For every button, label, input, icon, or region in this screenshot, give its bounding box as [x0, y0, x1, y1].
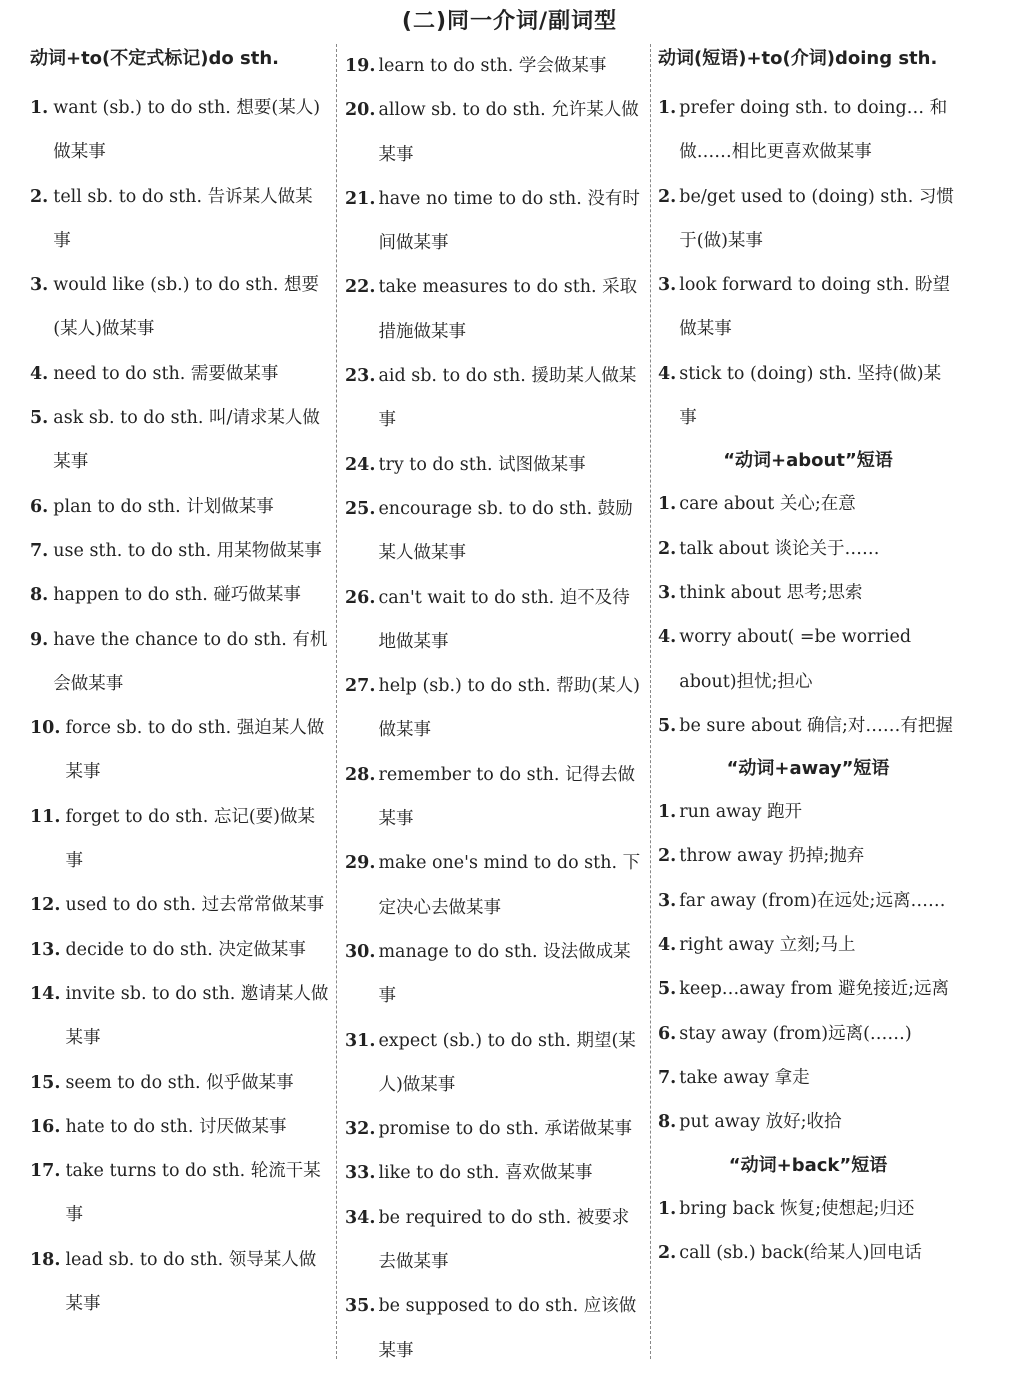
- list-item: [30, 529, 330, 573]
- item-text: try to do sth. 试图做某事: [378, 454, 586, 475]
- list-item: [345, 487, 643, 576]
- item-text: far away (from)在远处;远离……: [679, 890, 946, 911]
- item-number: 2.: [658, 186, 677, 207]
- item-number: 1.: [658, 1198, 677, 1219]
- item-text: care about 关心;在意: [679, 494, 856, 515]
- item-number: 4.: [658, 935, 677, 956]
- list-item: [658, 1056, 958, 1100]
- item-text: throw away 扔掉;抛弃: [679, 846, 865, 867]
- item-text: plan to do sth. 计划做某事: [53, 496, 274, 517]
- item-number: 5.: [658, 979, 677, 1000]
- list-item: [345, 1107, 643, 1151]
- item-text: remember to do sth. 记得去做某事: [378, 764, 636, 830]
- item-number: 4.: [658, 363, 677, 384]
- item-text: tell sb. to do sth. 告诉某人做某事: [53, 186, 313, 251]
- item-text: learn to do sth. 学会做某事: [378, 56, 607, 76]
- item-text: make one's mind to do sth. 下定决心去做某事: [378, 853, 641, 918]
- item-number: 35.: [345, 1296, 376, 1317]
- item-text: hate to do sth. 讨厌做某事: [65, 1116, 287, 1137]
- item-number: 4.: [658, 627, 677, 648]
- item-number: 2.: [658, 846, 677, 867]
- list-item: [345, 1019, 643, 1108]
- item-number: 2.: [658, 1242, 677, 1263]
- item-number: 7.: [658, 1067, 677, 1088]
- item-number: 5.: [658, 715, 677, 736]
- item-text: need to do sth. 需要做某事: [53, 363, 279, 384]
- item-text: expect (sb.) to do sth. 期望(某人)做某事: [378, 1030, 636, 1095]
- item-number: 33.: [345, 1163, 376, 1184]
- item-text: encourage sb. to do sth. 鼓励某人做某事: [378, 498, 633, 564]
- item-number: 17.: [30, 1161, 61, 1182]
- list-item: [658, 1187, 958, 1231]
- item-number: 3.: [658, 890, 677, 911]
- item-text: want (sb.) to do sth. 想要(某人)做某事: [53, 98, 321, 163]
- item-number: 4.: [30, 363, 49, 384]
- item-text: talk about 谈论关于……: [679, 538, 880, 559]
- list-item: [30, 883, 330, 927]
- item-text: happen to do sth. 碰巧做某事: [53, 585, 301, 606]
- about-heading: “动词+about”短语: [723, 450, 893, 472]
- item-number: 16.: [30, 1116, 61, 1137]
- list-item: [345, 841, 643, 930]
- list-item: [658, 175, 958, 264]
- item-text: put away 放好;收拾: [679, 1112, 842, 1133]
- item-number: 26.: [345, 587, 376, 608]
- list-item: [30, 352, 330, 396]
- column-infinitive: [30, 44, 330, 1359]
- list-item: [658, 263, 958, 352]
- list-item: [345, 265, 643, 354]
- item-number: 30.: [345, 941, 376, 962]
- item-number: 2.: [30, 186, 49, 207]
- list-item: [658, 352, 958, 441]
- item-text: decide to do sth. 决定做某事: [65, 939, 306, 960]
- item-text: ask sb. to do sth. 叫/请求某人做某事: [53, 408, 320, 473]
- back-heading: “动词+back”短语: [728, 1154, 888, 1176]
- item-text: call (sb.) back(给某人)回电话: [679, 1242, 922, 1263]
- item-number: 5.: [30, 408, 49, 429]
- list-item: [30, 1105, 330, 1149]
- list-item: [658, 86, 958, 175]
- item-text: have the chance to do sth. 有机会做某事: [53, 629, 328, 694]
- item-number: 23.: [345, 366, 376, 387]
- item-text: have no time to do sth. 没有时间做某事: [378, 188, 640, 254]
- item-text: run away 跑开: [679, 802, 803, 823]
- item-text: take away 拿走: [679, 1067, 810, 1088]
- item-number: 12.: [30, 895, 61, 916]
- list-item: [658, 923, 958, 967]
- list-item: [658, 834, 958, 878]
- item-text: seem to do sth. 似乎做某事: [65, 1072, 294, 1093]
- item-text: be/get used to (doing) sth. 习惯于(做)某事: [679, 186, 954, 251]
- item-text: use sth. to do sth. 用某物做某事: [53, 540, 322, 561]
- list-item: [658, 1100, 958, 1144]
- item-text: prefer doing sth. to doing… 和做……相比更喜欢做某事: [679, 98, 948, 163]
- list-item: [30, 175, 330, 264]
- item-text: be required to do sth. 被要求去做某事: [378, 1207, 630, 1273]
- item-number: 15.: [30, 1072, 61, 1093]
- item-number: 10.: [30, 718, 61, 739]
- item-number: 1.: [658, 802, 677, 823]
- item-text: right away 立刻;马上: [679, 935, 856, 956]
- list-item: [30, 795, 330, 884]
- item-text: think about 思考;思索: [679, 582, 863, 603]
- list-item: [30, 263, 330, 352]
- list-item: [658, 615, 958, 704]
- item-number: 1.: [658, 494, 677, 515]
- list-item: [345, 1284, 643, 1373]
- list-item: [30, 1061, 330, 1105]
- list-item: [658, 571, 958, 615]
- section-heading: 动词(短语)+to(介词)doing sth.: [658, 48, 938, 69]
- item-number: 8.: [658, 1112, 677, 1133]
- list-item: [345, 354, 643, 443]
- item-text: take measures to do sth. 采取措施做某事: [378, 277, 638, 342]
- list-item: [30, 485, 330, 529]
- item-text: be sure about 确信;对……有把握: [679, 715, 953, 736]
- list-item: [30, 706, 330, 795]
- item-text: keep…away from 避免接近;远离: [679, 979, 950, 1000]
- list-item: [345, 177, 643, 266]
- item-text: look forward to doing sth. 盼望做某事: [679, 275, 950, 340]
- item-number: 13.: [30, 939, 61, 960]
- item-text: would like (sb.) to do sth. 想要(某人)做某事: [53, 275, 319, 340]
- list-item: [345, 753, 643, 842]
- column-phrases: [658, 44, 958, 1359]
- list-item: [658, 1231, 958, 1275]
- item-text: used to do sth. 过去常常做某事: [65, 895, 325, 916]
- item-number: 3.: [658, 275, 677, 296]
- item-number: 21.: [345, 188, 376, 209]
- item-number: 27.: [345, 676, 376, 697]
- list-item: [30, 86, 330, 175]
- item-text: invite sb. to do sth. 邀请某人做某事: [65, 983, 329, 1049]
- item-number: 1.: [30, 98, 49, 118]
- item-number: 34.: [345, 1207, 376, 1228]
- item-number: 22.: [345, 277, 376, 298]
- item-text: allow sb. to do sth. 允许某人做某事: [378, 100, 639, 165]
- item-number: 29.: [345, 853, 376, 874]
- item-number: 6.: [658, 1023, 677, 1044]
- item-text: stick to (doing) sth. 坚持(做)某事: [679, 363, 942, 429]
- column-infinitive-continued: [345, 44, 643, 1359]
- item-number: 8.: [30, 585, 49, 606]
- list-item: [30, 618, 330, 707]
- away-heading: “动词+away”短语: [726, 758, 890, 780]
- item-text: help (sb.) to do sth. 帮助(某人)做某事: [378, 676, 640, 741]
- list-item: [30, 1149, 330, 1238]
- item-text: can't wait to do sth. 迫不及待地做某事: [378, 587, 630, 652]
- item-text: promise to do sth. 承诺做某事: [378, 1119, 632, 1140]
- item-number: 25.: [345, 498, 376, 519]
- list-item: [345, 88, 643, 177]
- item-number: 9.: [30, 629, 49, 650]
- list-item: [658, 527, 958, 571]
- item-number: 3.: [30, 275, 49, 296]
- item-number: 31.: [345, 1030, 376, 1051]
- list-item: [345, 930, 643, 1019]
- column-divider: [336, 44, 337, 1359]
- item-text: take turns to do sth. 轮流干某事: [65, 1161, 321, 1226]
- list-item: [345, 44, 643, 88]
- list-item: [658, 482, 958, 526]
- item-number: 3.: [658, 582, 677, 603]
- list-item: [345, 443, 643, 487]
- list-item: [345, 1151, 643, 1195]
- column-divider: [650, 44, 651, 1359]
- item-number: 7.: [30, 540, 49, 561]
- item-text: forget to do sth. 忘记(要)做某事: [65, 806, 315, 872]
- list-item: [345, 576, 643, 665]
- item-text: be supposed to do sth. 应该做某事: [378, 1296, 637, 1361]
- item-number: 28.: [345, 764, 376, 785]
- list-item: [658, 967, 958, 1011]
- item-text: force sb. to do sth. 强迫某人做某事: [65, 718, 325, 783]
- list-item: [658, 879, 958, 923]
- item-text: aid sb. to do sth. 援助某人做某事: [378, 366, 637, 431]
- item-number: 32.: [345, 1119, 376, 1140]
- item-number: 20.: [345, 100, 376, 121]
- list-item: [658, 1012, 958, 1056]
- list-item: [30, 928, 330, 972]
- page-title: (二)同一介词/副词型: [401, 9, 618, 34]
- item-number: 2.: [658, 538, 677, 559]
- item-number: 11.: [30, 806, 61, 827]
- list-item: [30, 972, 330, 1061]
- list-item: [658, 704, 958, 748]
- item-text: manage to do sth. 设法做成某事: [378, 941, 631, 1007]
- item-number: 6.: [30, 496, 49, 517]
- list-item: [658, 790, 958, 834]
- item-number: 19.: [345, 56, 376, 76]
- list-item: [30, 573, 330, 617]
- item-text: lead sb. to do sth. 领导某人做某事: [65, 1249, 317, 1315]
- item-text: like to do sth. 喜欢做某事: [378, 1163, 593, 1184]
- section-heading: 动词+to(不定式标记)do sth.: [30, 48, 279, 69]
- item-number: 1.: [658, 98, 677, 118]
- item-number: 14.: [30, 983, 61, 1004]
- item-number: 18.: [30, 1249, 61, 1270]
- item-text: bring back 恢复;使想起;归还: [679, 1198, 915, 1219]
- item-text: stay away (from)远离(……): [679, 1023, 912, 1044]
- item-number: 24.: [345, 454, 376, 475]
- list-item: [345, 1196, 643, 1285]
- list-item: [30, 396, 330, 485]
- list-item: [345, 664, 643, 753]
- item-text: worry about( =be worried about)担忧;担心: [679, 627, 912, 692]
- list-item: [30, 1238, 330, 1327]
